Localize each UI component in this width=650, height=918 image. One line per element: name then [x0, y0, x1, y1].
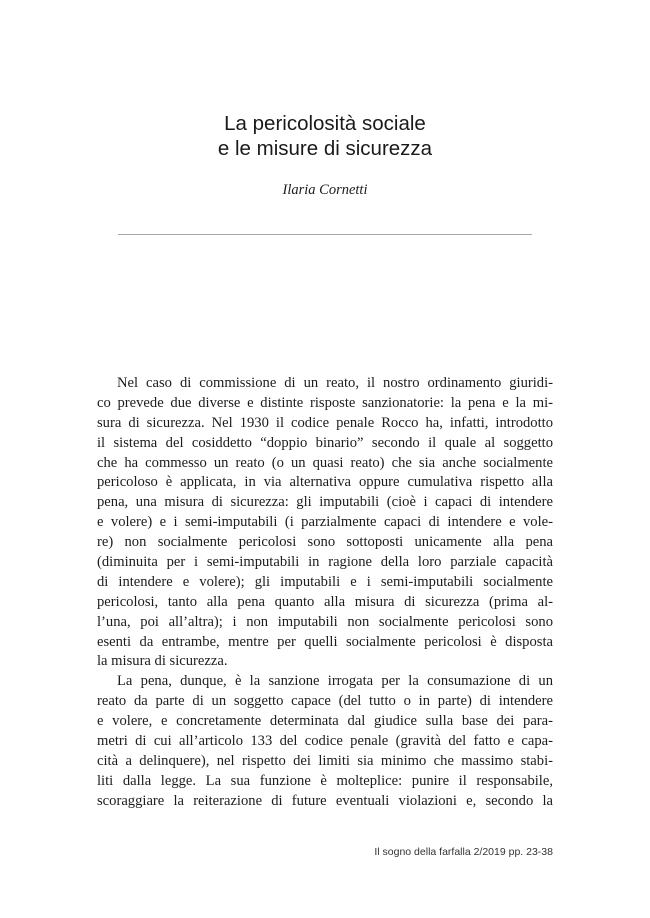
text-line: il sistema del cosiddetto “doppio binario” secondo il quale al soggetto: [97, 434, 553, 451]
text-line: Nel caso di commissione di un reato, il nostro ordinamento giuridi-: [117, 375, 553, 391]
text-line: pericolosi, tanto alla pena quanto alla misura di sicurezza (prima al-: [97, 593, 553, 610]
title-divider: [118, 234, 532, 235]
title-line-1: La pericolosità sociale: [224, 112, 426, 135]
text-line: sura di sicurezza. Nel 1930 il codice penale Rocco ha, infatti, introdotto: [97, 414, 553, 431]
text-line: esenti da entrambe, mentre per quelli socialmente pericolosi è disposta: [97, 633, 553, 650]
article-title: [0, 111, 650, 161]
paragraph-2: [97, 672, 553, 811]
text-line: e volere, e concretamente determinata dal giudice sulla base dei para-: [97, 713, 553, 730]
text-line: cità a delinquere), nel rispetto dei limiti sia minimo che massimo stabi-: [97, 752, 553, 769]
author-name: Ilaria Cornetti: [282, 182, 368, 198]
paragraph-1: [97, 374, 553, 672]
text-line: metri di cui all’articolo 133 del codice penale (gravità del fatto e capa-: [97, 733, 553, 750]
text-line: liti dalla legge. La sua funzione è molteplice: punire il responsabile,: [97, 772, 553, 789]
text-line: scoraggiare la reiterazione di future eventuali violazioni e, secondo la: [97, 792, 553, 809]
text-line: l’una, poi all’altra); i non imputabili non socialmente pericolosi sono: [97, 613, 553, 630]
text-line: La pena, dunque, è la sanzione irrogata per la consumazione di un: [117, 673, 553, 690]
text-line: co prevede due diverse e distinte risposte sanzionatorie: la pena e la mi-: [97, 394, 553, 411]
text-line: di intendere e volere); gli imputabili e i semi-imputabili socialmente: [97, 573, 553, 590]
article-body: [97, 374, 553, 812]
text-line: (diminuita per i semi-imputabili in ragione della loro parziale capacità: [97, 554, 553, 571]
text-line: pena, una misura di sicurezza: gli imputabili (cioè i capaci di intendere: [97, 494, 553, 511]
text-line: pericoloso è applicata, in via alternativa oppure cumulativa rispetto alla: [97, 474, 553, 491]
text-line: che ha commesso un reato (o un quasi reato) che sia anche socialmente: [97, 454, 553, 471]
text-line: e volere) e i semi-imputabili (i parzialmente capaci di intendere e vole-: [97, 514, 553, 531]
text-line: la misura di sicurezza.: [97, 653, 228, 670]
page-footer-citation: Il sogno della farfalla 2/2019 pp. 23-38: [374, 846, 553, 858]
text-line: reato da parte di un soggetto capace (del tutto o in parte) di intendere: [97, 693, 553, 710]
text-line: re) non socialmente pericolosi sono sottoposti unicamente alla pena: [97, 534, 553, 551]
title-line-2: e le misure di sicurezza: [217, 137, 433, 160]
